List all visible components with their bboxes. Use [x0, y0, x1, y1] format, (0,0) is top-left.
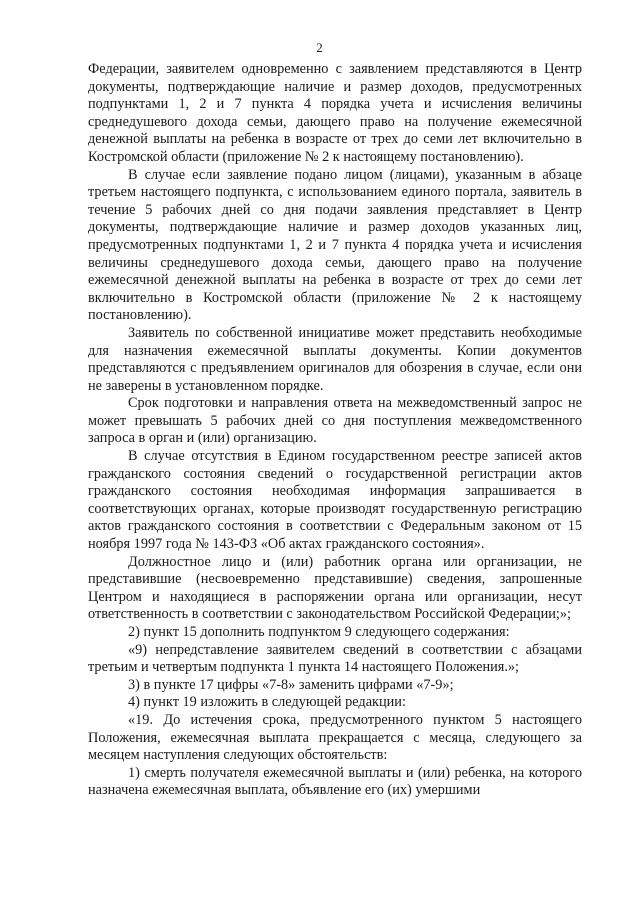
- paragraph: В случае отсутствия в Едином государственном реестре записей актов гражданского состояния сведений о государственной регистрации актов гражданского состояния необходимая информация запрашивается в соответствующих органах, которые производят государственную регистрацию актов гражданского состояния в соответствии с Федеральным законом от 15 ноября 1997 года № 143-ФЗ «Об актах гражданского состояния».: [88, 448, 582, 553]
- paragraph: В случае если заявление подано лицом (лицами), указанным в абзаце третьем настоящего подпункта, с использованием единого портала, заявитель в течение 5 рабочих дней со дня подачи заявления представляет в Центр документы, подтверждающие наличие и размер доходов указанных лиц, предусмотренных подпунктами 1, 2 и 7 пункта 4 порядка учета и исчисления величины среднедушевого дохода семьи, дающего право на получение ежемесячной денежной выплаты на ребенка в возрасте от трех до семи лет включительно в Костромской области (приложение № 2 к настоящему постановлению).: [88, 166, 582, 324]
- paragraph: Срок подготовки и направления ответа на межведомственный запрос не может превышать 5 рабочих дней со дня поступления межведомственного запроса в орган и (или) организацию.: [88, 395, 582, 447]
- paragraph: Должностное лицо и (или) работник органа или организации, не представившие (несвоевременно представившие) сведения, запрошенные Центром и находящиеся в распоряжении органа или организации, несут ответственность в соответствии с законодательством Российской Федерации;»;: [88, 553, 582, 623]
- document-body: [88, 61, 582, 800]
- paragraph: «9) непредставление заявителем сведений в соответствии с абзацами третьим и четвертым подпункта 1 пункта 14 настоящего Положения.»;: [88, 641, 582, 676]
- paragraph: 2) пункт 15 дополнить подпунктом 9 следующего содержания:: [128, 624, 510, 640]
- page-number: 2: [316, 40, 323, 55]
- paragraph: 1) смерть получателя ежемесячной выплаты и (или) ребенка, на которого назначена ежемесячная выплата, объявление его (их) умершими: [88, 764, 582, 799]
- paragraph: 3) в пункте 17 цифры «7-8» заменить цифрами «7-9»;: [128, 676, 454, 693]
- paragraph: «19. До истечения срока, предусмотренного пунктом 5 настоящего Положения, ежемесячная выплата прекращается с месяца, следующего за месяцем наступления следующих обстоятельств:: [88, 711, 582, 764]
- paragraph: Заявитель по собственной инициативе может представить необходимые для назначения ежемесячной выплаты документы. Копии документов представляются с предъявлением оригиналов для обозрения в случае, если они не заверены в установленном порядке.: [88, 324, 582, 394]
- paragraph: Федерации, заявителем одновременно с заявлением представляются в Центр документы, подтверждающие наличие и размер доходов, предусмотренных подпунктами 1, 2 и 7 пункта 4 порядка учета и исчисления величины среднедушевого дохода семьи, дающего право на получение ежемесячной денежной выплаты на ребенка в возрасте от трех до семи лет включительно в Костромской области (приложение № 2 к настоящему постановлению).: [88, 61, 582, 165]
- paragraph: 4) пункт 19 изложить в следующей редакции:: [128, 694, 406, 711]
